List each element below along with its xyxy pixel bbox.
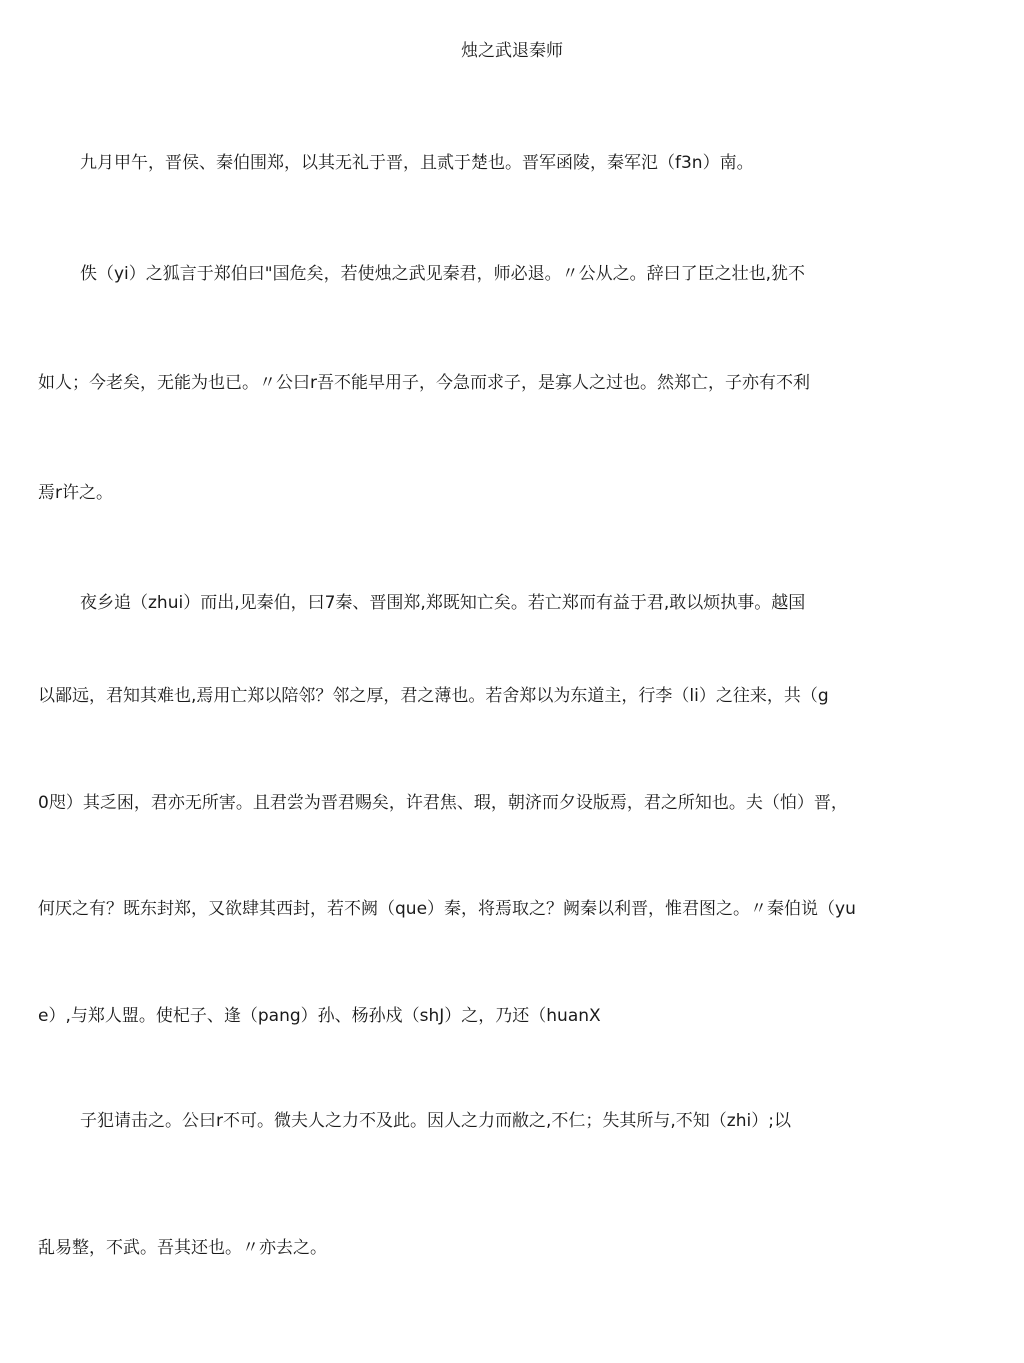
text-line-9: e）,与郑人盟。使杞子、逢（pang）孙、杨孙戍（shJ）之，乃还（huanX [38,1006,601,1026]
text-line-6: 以鄙远，君知其难也,焉用亡郑以陪邻？邻之厚，君之薄也。若舍郑以为东道主，行李（li）之往来，共（g [38,686,829,706]
text-line-7: 0咫）其乏困，君亦无所害。且君尝为晋君赐矣，许君焦、瑕，朝济而夕设版焉，君之所知也。夫（怕）晋， [38,793,848,813]
text-line-2: 佚（yi）之狐言于郑伯曰"国危矣，若使烛之武见秦君，师必退。〃公从之。辞曰了臣之壮也,犹不 [80,264,806,284]
text-line-5: 夜乡追（zhui）而出,见秦伯，曰7秦、晋围郑,郑既知亡矣。若亡郑而有益于君,敢以烦执事。越国 [80,593,806,613]
text-line-11: 乱易整，不武。吾其还也。〃亦去之。 [38,1238,327,1258]
text-line-8: 何厌之有？既东封郑，又欲肆其西封，若不阙（que）秦，将焉取之？阙秦以利晋，惟君图之。〃秦伯说（yu [38,899,856,919]
text-line-3: 如人；今老矣，无能为也已。〃公曰r吾不能早用子，今急而求子，是寡人之过也。然郑亡，子亦有不利 [38,373,810,393]
text-line-10: 子犯请击之。公曰r不可。微夫人之力不及此。因人之力而敝之,不仁；失其所与,不知（zhi）;以 [80,1111,791,1131]
text-line-1: 九月甲午，晋侯、秦伯围郑，以其无礼于晋，且贰于楚也。晋军函陵，秦军氾（f3n）南。 [80,153,754,173]
text-line-4: 焉r许之。 [38,483,113,503]
document-title: 烛之武退秦师 [461,41,563,61]
